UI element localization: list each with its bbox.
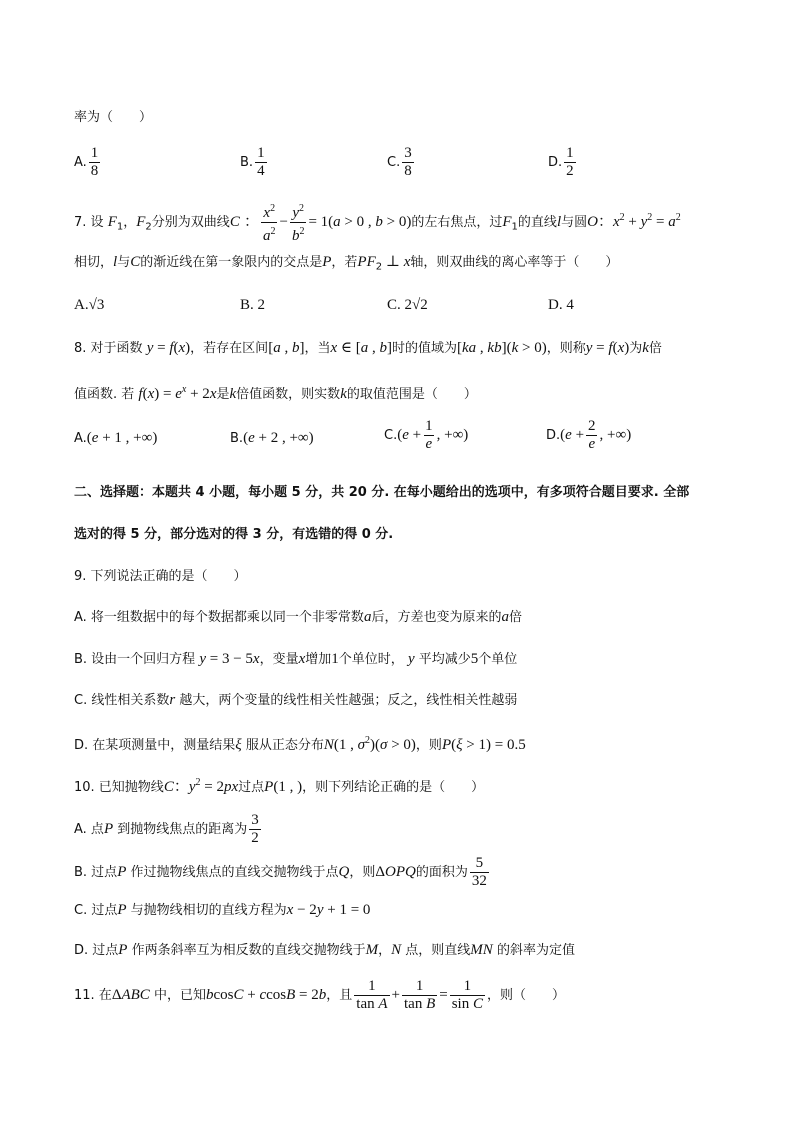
q9-option-b: B. 设由一个回归方程 y = 3 − 5x，变量x增加1个单位时， y 平均减少5个单位 [74, 651, 518, 667]
q6-option-a: A. $\frac{1}{8}$ [74, 145, 99, 179]
q7-option-b: B. 2 [240, 297, 266, 313]
q8-option-d: D.(e + $\frac{2}{e}$ , +∞) [546, 418, 632, 452]
section2-heading-line2: 选对的得 5 分，部分选对的得 3 分，有选错的得 0 分. [74, 527, 394, 542]
q9-stem: 9. 下列说法正确的是（ ） [74, 569, 247, 584]
q8-option-b: B.(e + 2 , +∞) [230, 430, 314, 446]
q6-tail: 率为（ ） [74, 110, 153, 125]
q8-option-a: A.(e + 1 , +∞) [74, 430, 158, 446]
q10-option-c: C. 过点P 与抛物线相切的直线方程为x − 2y + 1 = 0 [74, 902, 371, 918]
q6-option-c: C. $\frac{3}{8}$ [387, 145, 412, 179]
q10-option-d: D. 过点P 作两条斜率互为相反数的直线交抛物线于M，N 点，则直线MN 的斜率为定值 [74, 942, 575, 958]
q10-stem: 10. 已知抛物线C：$y^2 = 2px$过点P(1 , )，则下列结论正确的是（ ） [74, 777, 485, 795]
section2-heading-line1: 二、选择题：本题共 4 小题，每小题 5 分，共 20 分. 在每小题给出的选项中，有多项符合题目要求. 全部 [74, 485, 690, 500]
q9-option-c: C. 线性相关系数r 越大，两个变量的线性相关性越强；反之，线性相关性越弱 [74, 692, 518, 708]
q10-option-b: B. 过点P 作过抛物线焦点的直线交抛物线于点Q，则ΔOPQ的面积为 $\frac{5}{32}$ [74, 855, 487, 889]
q8-line1: 8. 对于函数 y = f(x)，若存在区间[a , b]，当x ∈ [a , b]时的值域为[ka , kb](k > 0)，则称y = f(x)为k倍 [74, 340, 662, 356]
q10-option-a: A. 点P 到抛物线焦点的距离为 $\frac{3}{2}$ [74, 812, 259, 846]
q9-option-d: D. 在某项测量中，测量结果ξ 服从正态分布N(1 , $\sigma^2)(\sigma > 0)$，则P(ξ > 1) = 0.5 [74, 735, 526, 753]
q11-stem: 11. 在ΔABC 中，已知bcosC + ccosB = 2b，且 $\frac{1}{\text{tan A}}$ + $\frac{1}{\text{tan B}}$ = $\frac{1}{\text{sin C}}$ ，则（ ） [74, 978, 566, 1012]
q8-line2: 值函数. 若 $f(x) = e^x + 2x$是k倍值函数，则实数k的取值范围是（ ） [74, 384, 477, 402]
q7-option-d: D. 4 [548, 297, 574, 313]
q7-option-a: A.√3 [74, 297, 105, 313]
q7-option-c: C. 2√2 [387, 297, 428, 313]
q7-line2: 相切，l与C的渐近线在第一象限内的交点是P，若$PF_2$ ⊥ x轴，则双曲线的离心率等于（ ） [74, 254, 619, 273]
q6-option-d: D. $\frac{1}{2}$ [548, 145, 574, 179]
q7-line1: 7. 设 $F_1$，$F_2$分别为双曲线C ： $\frac{x^2}{a^2}$ − $\frac{y^2}{b^2}$ = 1(a > 0 , b > 0)的左右焦点，过$F_1$的直线l与圆O：$x^2 + y^2 = a^2$ [74, 203, 681, 244]
q8-option-c: C.(e + $\frac{1}{e}$ , +∞) [384, 418, 469, 452]
q9-option-a: A. 将一组数据中的每个数据都乘以同一个非零常数a后，方差也变为原来的a倍 [74, 609, 522, 625]
q6-option-b: B. $\frac{1}{4}$ [240, 145, 265, 179]
